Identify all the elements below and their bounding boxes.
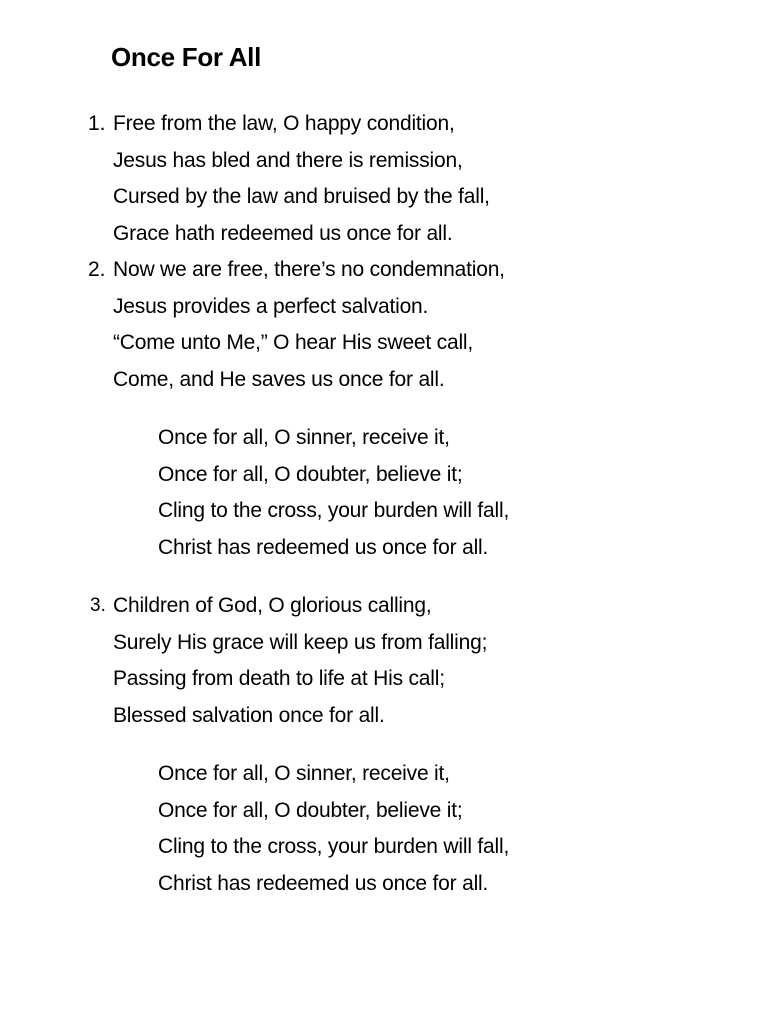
verse-1	[88, 106, 490, 252]
chorus-line: Once for all, O doubter, believe it;	[158, 798, 463, 822]
verse-line: Passing from death to life at His call;	[113, 667, 445, 690]
verse-line: Jesus provides a perfect salvation.	[113, 294, 429, 318]
chorus-line: Once for all, O sinner, receive it,	[158, 762, 450, 785]
verse-line: “Come unto Me,” O hear His sweet call,	[113, 331, 474, 354]
chorus-line: Once for all, O doubter, believe it;	[158, 462, 463, 486]
verse-line: Surely His grace will keep us from falling;	[113, 630, 488, 654]
verse-line: Grace hath redeemed us once for all.	[113, 221, 453, 245]
verse-line-text: Children of God, O glorious calling,	[113, 594, 432, 617]
verse-2	[88, 252, 505, 398]
chorus-1	[158, 420, 509, 566]
chorus-line: Cling to the cross, your burden will fall,	[158, 499, 510, 522]
verse-line-text: Now we are free, there’s no condemnation,	[113, 258, 505, 281]
verse-line	[90, 588, 487, 625]
verse-line: Cursed by the law and bruised by the fall,	[113, 185, 490, 208]
chorus-line: Cling to the cross, your burden will fall,	[158, 835, 510, 858]
verse-line	[88, 106, 490, 143]
verse-line-text: Free from the law, O happy condition,	[113, 112, 455, 135]
verse-line: Jesus has bled and there is remission,	[113, 148, 463, 172]
verse-line: Blessed salvation once for all.	[113, 703, 385, 727]
chorus-line: Christ has redeemed us once for all.	[158, 535, 489, 559]
chorus-line: Once for all, O sinner, receive it,	[158, 426, 450, 449]
verse-number: 1.	[88, 112, 106, 135]
verse-number: 2.	[88, 258, 106, 281]
verse-number: 3.	[90, 595, 106, 616]
song-title: Once For All	[111, 42, 262, 72]
verse-3	[90, 588, 488, 734]
chorus-2	[158, 756, 509, 902]
verse-line	[88, 252, 505, 289]
verse-line: Come, and He saves us once for all.	[113, 367, 445, 391]
chorus-line: Christ has redeemed us once for all.	[158, 871, 489, 895]
